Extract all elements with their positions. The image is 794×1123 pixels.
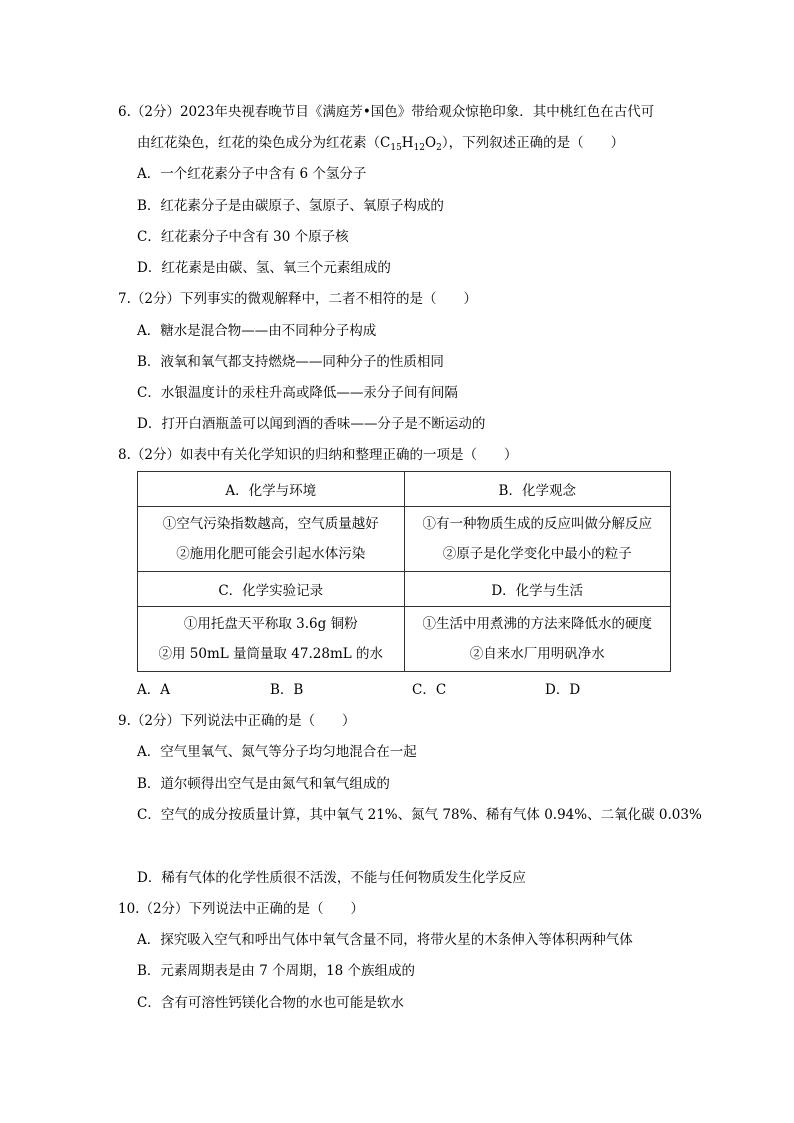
q6-option-a: A．一个红花素分子中含有 6 个氢分子 [137,166,367,182]
q9-stem: 9.（2分）下列说法中正确的是（ ） [118,713,356,729]
q6-option-d: D．红花素是由碳、氢、氧三个元素组成的 [137,260,391,276]
q6-option-b: B．红花素分子是由碳原子、氢原子、氧原子构成的 [137,198,444,214]
q6-formula-o-sub: 2 [436,143,442,153]
q10-stem: 10.（2分）下列说法中正确的是（ ） [118,901,365,917]
q7-option-a: A．糖水是混合物——由不同种分子构成 [137,323,377,339]
q7-option-b: B．液氧和氧气都支持燃烧——同种分子的性质相同 [137,354,444,370]
q8-choice-a: A．A [137,682,170,698]
table-head-c: C．化学实验记录 [138,572,405,607]
q8-knowledge-table [137,471,671,672]
table-cell-a [138,507,405,572]
table-d-item-2: ②自来水厂用明矾净水 [469,646,605,662]
table-b-item-2: ②原子是化学变化中最小的粒子 [442,546,632,562]
table-b-item-1: ①有一种物质生成的反应叫做分解反应 [422,516,652,532]
q9-option-a: A．空气里氧气、氮气等分子均匀地混合在一起 [137,744,417,760]
table-cell-d [404,607,671,672]
table-a-item-2: ②施用化肥可能会引起水体污染 [176,546,366,562]
q8-choice-b: B．B [270,682,304,698]
q8-stem: 8.（2分）如表中有关化学知识的归纳和整理正确的一项是（ ） [118,447,518,463]
q7-stem: 7.（2分）下列事实的微观解释中，二者不相符的是（ ） [118,291,477,307]
q6-stem-line2-pre: 由红花染色，红花的染色成分为红花素（C [137,135,391,151]
q10-option-a: A．探究吸入空气和呼出气体中氧气含量不同，将带火星的木条伸入等体积两种气体 [137,932,633,948]
table-head-a: A．化学与环境 [138,472,405,507]
table-cell-c [138,607,405,672]
q6-formula-o: O [425,135,437,151]
q9-option-c: C．空气的成分按质量计算，其中氧气 21%、氮气 78%、稀有气体 0.94%、二氧化碳 0.03% [137,807,702,823]
table-d-item-1: ①生活中用煮沸的方法来降低水的硬度 [422,616,652,632]
q7-option-c: C．水银温度计的汞柱升高或降低——汞分子间有间隔 [137,385,458,401]
q7-option-d: D．打开白酒瓶盖可以闻到酒的香味——分子是不断运动的 [137,416,486,432]
q8-choice-d: D．D [545,682,581,698]
q9-option-d: D．稀有气体的化学性质很不活泼，不能与任何物质发生化学反应 [137,870,526,886]
q10-option-b: B．元素周期表是由 7 个周期，18 个族组成的 [137,963,416,979]
q6-formula-h: H [401,135,414,151]
q9-option-b: B．道尔顿得出空气是由氮气和氧气组成的 [137,776,390,792]
q8-choice-c: C．C [412,682,447,698]
table-head-d: D．化学与生活 [404,572,671,607]
q6-formula-c-sub: 15 [390,143,402,153]
q8-choices [137,680,597,700]
table-c-item-2: ②用 50mL 量筒量取 47.28mL 的水 [158,646,384,662]
table-a-item-1: ①空气污染指数越高，空气质量越好 [162,516,379,532]
q6-stem-line2 [137,133,624,153]
q6-stem-line2-post: ），下列叙述正确的是（ ） [441,135,625,151]
table-cell-b [404,507,671,572]
q6-option-c: C．红花素分子中含有 30 个原子核 [137,229,349,245]
table-c-item-1: ①用托盘天平称取 3.6g 铜粉 [183,616,358,632]
table-head-b: B．化学观念 [404,472,671,507]
q6-stem-line1: 6.（2分）2023年央视春晚节目《满庭芳•国色》带给观众惊艳印象．其中桃红色在古代可 [118,104,655,120]
q10-option-c: C．含有可溶性钙镁化合物的水也可能是软水 [137,995,404,1011]
q6-formula-h-sub: 12 [413,143,426,153]
